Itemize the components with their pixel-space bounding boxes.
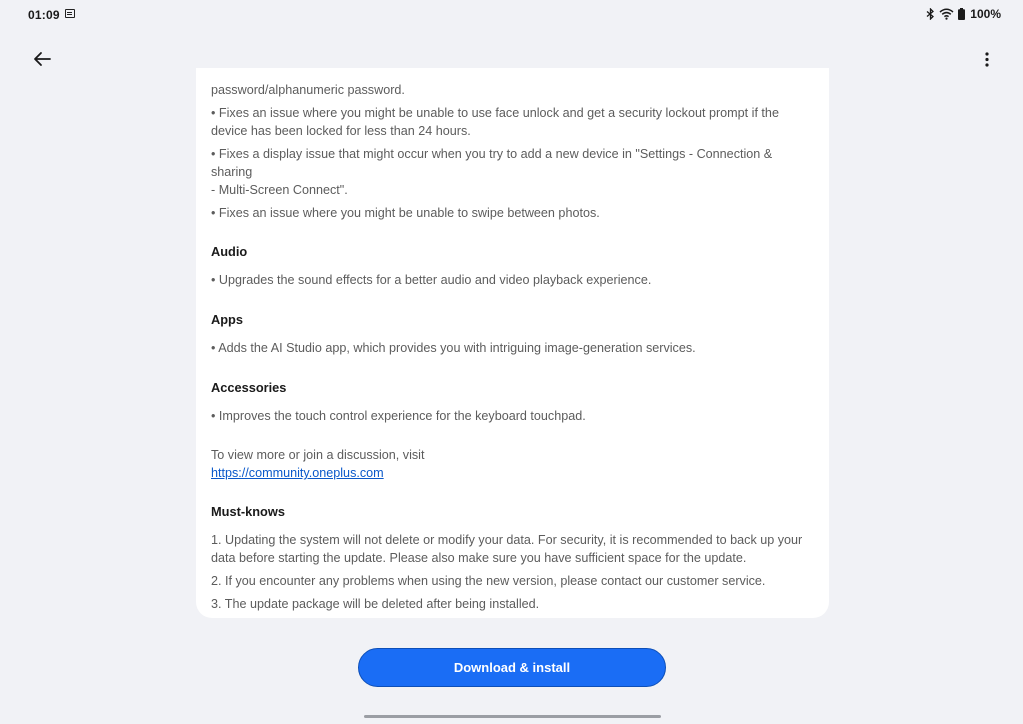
fix-item: - Multi-Screen Connect".: [211, 183, 348, 197]
section-title-audio: Audio: [211, 244, 248, 259]
section-title-accessories: Accessories: [211, 380, 287, 395]
notification-icon: [65, 9, 75, 18]
battery-level: 100%: [970, 7, 1001, 21]
must-know-item: 3. The update package will be deleted after being installed.: [211, 597, 540, 611]
status-bar: [0, 0, 1023, 30]
arrow-left-icon: [28, 46, 58, 72]
more-options-button[interactable]: [979, 46, 995, 72]
fix-item: • Fixes an issue where you might be unable to swipe between photos.: [211, 206, 600, 220]
must-know-item: 1. Updating the system will not delete or modify your data. For security, it is recommended to back up your: [211, 533, 803, 547]
must-know-item: data before starting the update. Please also make sure you have sufficient space for the update.: [211, 551, 747, 565]
gesture-nav-handle[interactable]: [364, 715, 661, 718]
community-link[interactable]: https://community.oneplus.com: [211, 466, 384, 480]
must-know-item: 2. If you encounter any problems when using the new version, please contact our customer service.: [211, 574, 766, 588]
fix-item: • Fixes an issue where you might be unable to use face unlock and get a security lockout prompt if the: [211, 106, 779, 120]
status-time: 01:09: [28, 8, 60, 22]
release-notes-card: [196, 68, 829, 618]
discussion-text: To view more or join a discussion, visit: [211, 448, 425, 462]
fix-item: device has been locked for less than 24 hours.: [211, 124, 471, 138]
audio-item: • Upgrades the sound effects for a better audio and video playback experience.: [211, 273, 652, 287]
intro-line: password/alphanumeric password.: [211, 83, 405, 97]
wifi-icon: [939, 8, 954, 20]
back-button[interactable]: [28, 46, 58, 72]
accessories-item: • Improves the touch control experience for the keyboard touchpad.: [211, 409, 586, 423]
section-title-apps: Apps: [211, 312, 243, 327]
release-notes-scroll[interactable]: [211, 81, 816, 613]
battery-icon: [958, 8, 965, 20]
fix-item: • Fixes a display issue that might occur when you try to add a new device in "Settings - Connection & sharing: [211, 147, 773, 179]
download-install-button[interactable]: Download & install: [358, 648, 666, 687]
bluetooth-icon: [926, 8, 935, 20]
status-icons: [926, 7, 1001, 21]
apps-item: • Adds the AI Studio app, which provides you with intriguing image-generation services.: [211, 341, 696, 355]
more-vertical-icon: [979, 46, 995, 72]
section-title-must-knows: Must-knows: [211, 504, 285, 519]
